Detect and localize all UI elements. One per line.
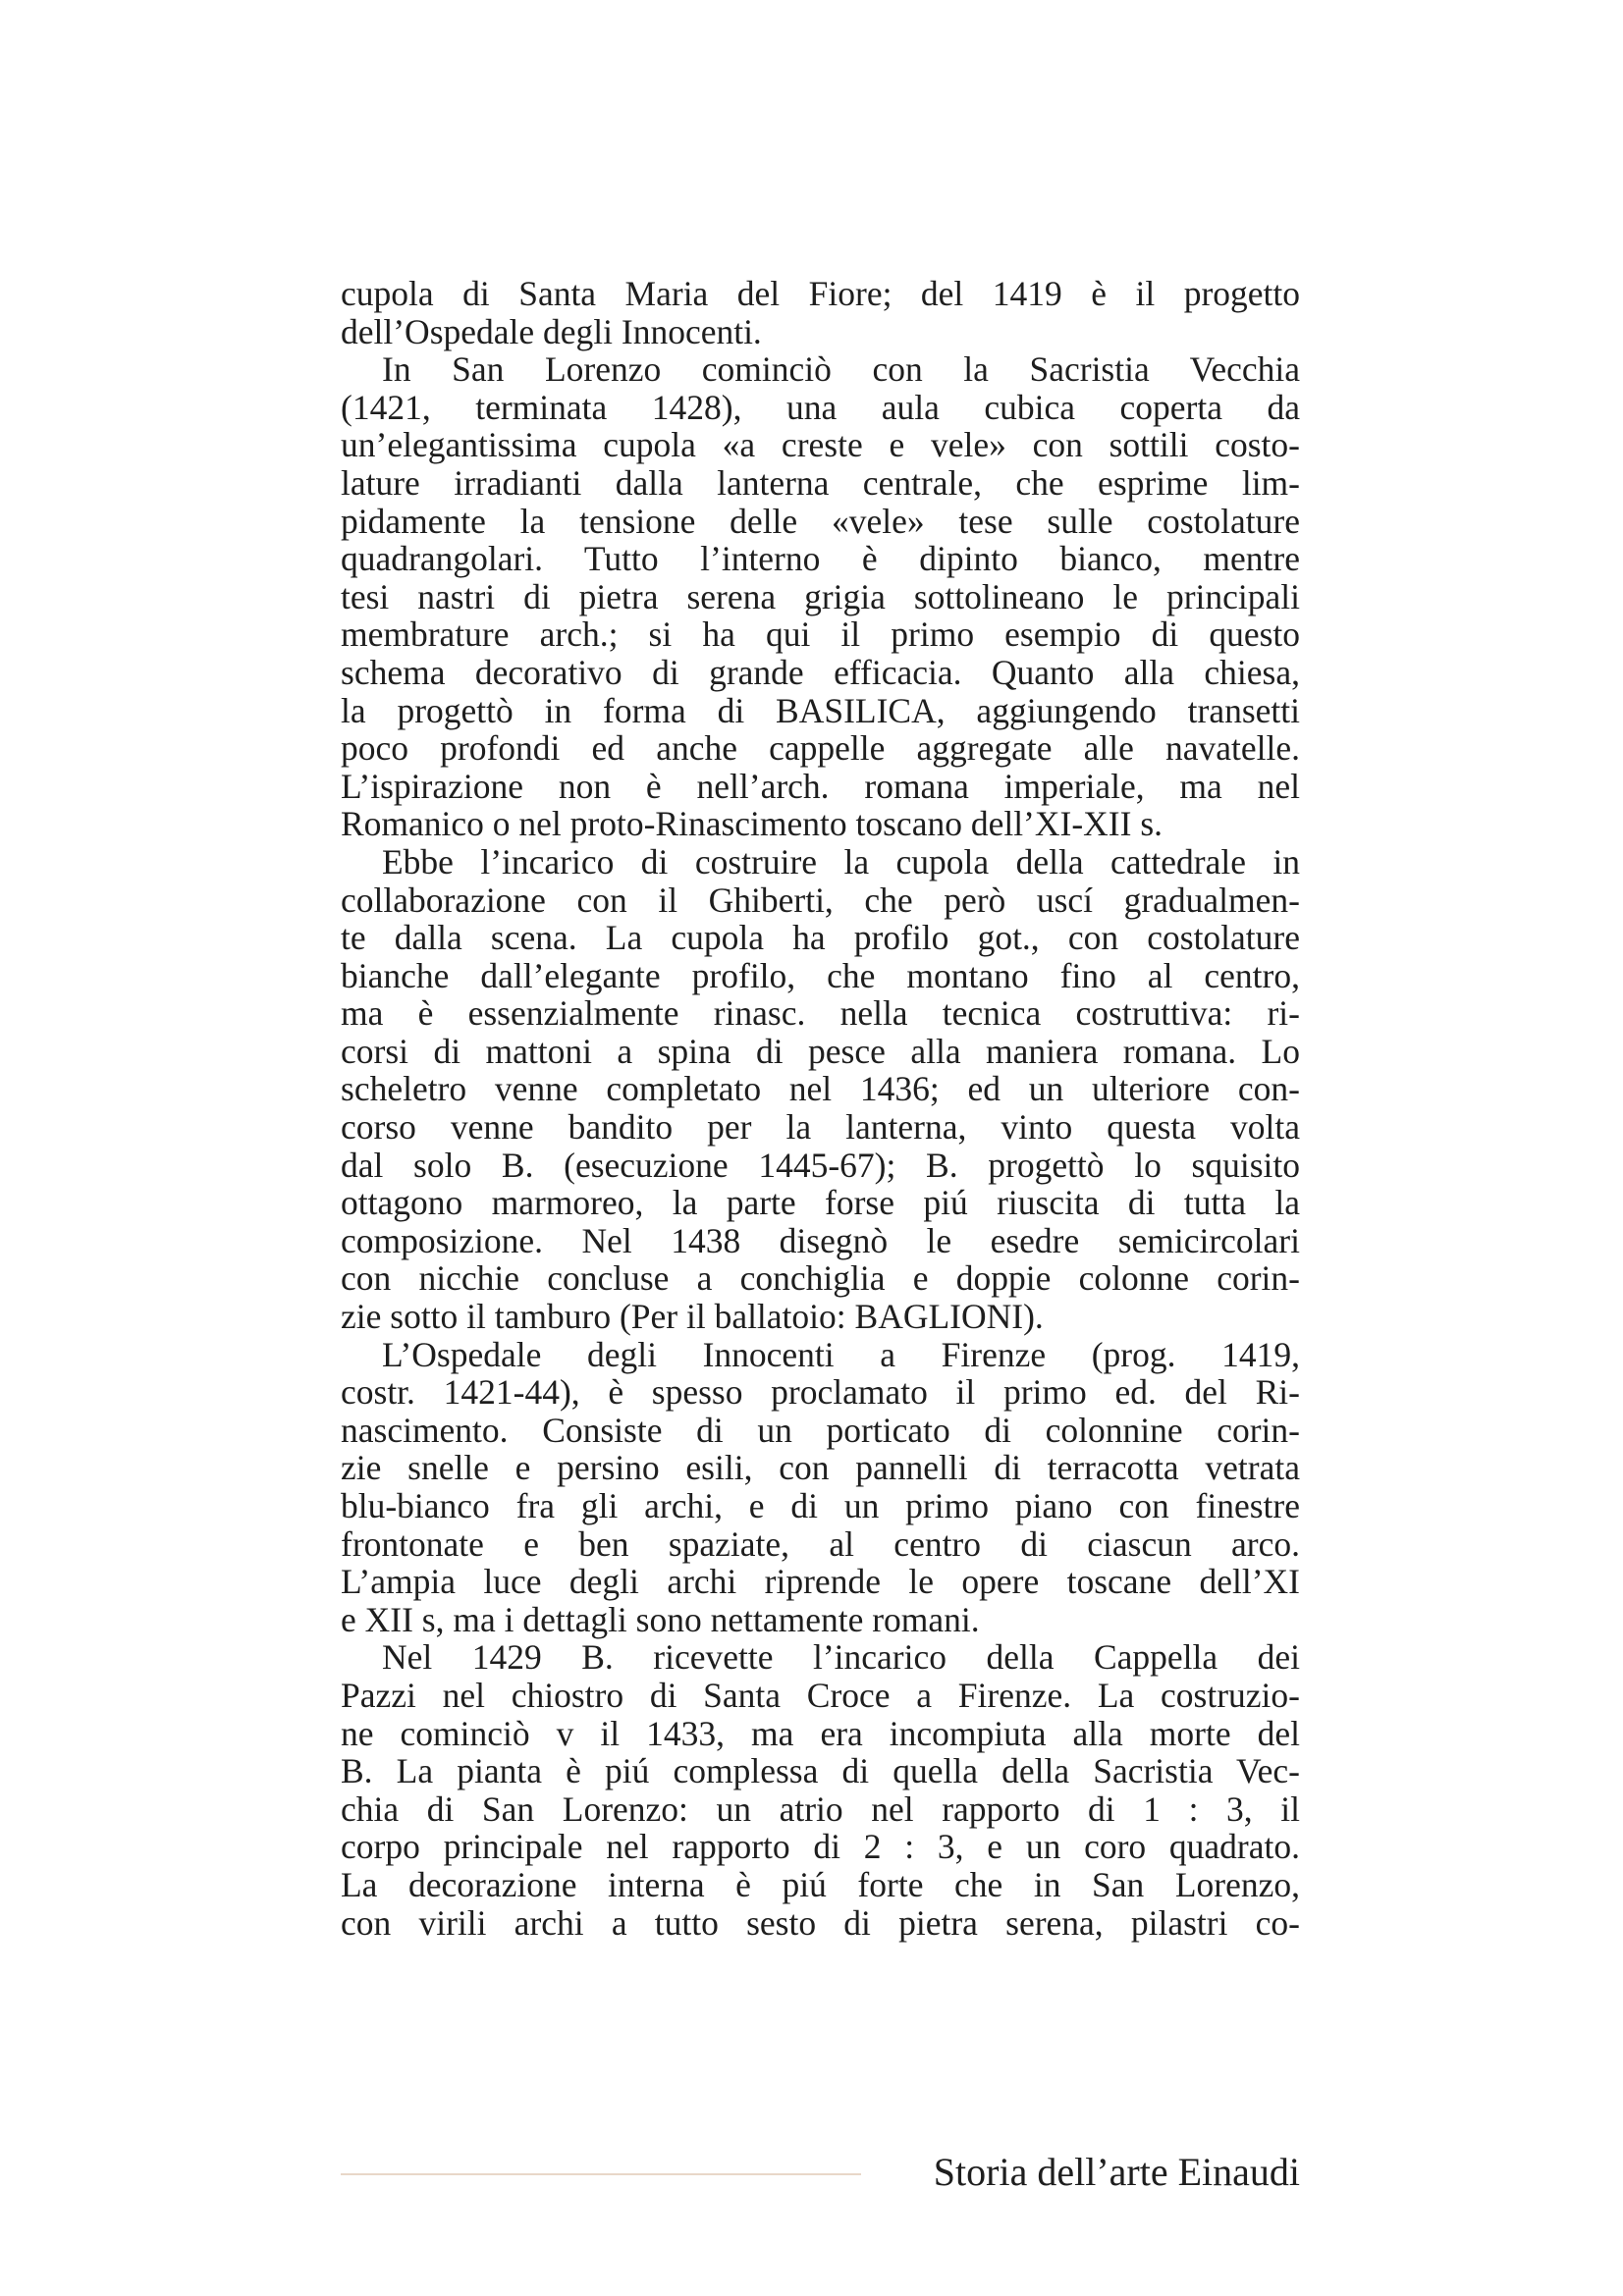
- text-line: (1421, terminata 1428), una aula cubica coperta da: [341, 387, 1300, 427]
- text-line: zie snelle e persino esili, con pannelli di terracotta vetrata: [341, 1448, 1300, 1488]
- text-line: e XII s, ma i dettagli sono nettamente romani.: [341, 1599, 980, 1639]
- text-line: corso venne bandito per la lanterna, vinto questa volta: [341, 1107, 1300, 1148]
- text-line: blu-bianco fra gli archi, e di un primo piano con finestre: [341, 1486, 1300, 1525]
- text-line: ma è essenzialmente rinasc. nella tecnica costruttiva: ri-: [341, 993, 1300, 1034]
- text-line: B. La pianta è piú complessa di quella della Sacristia Vec-: [341, 1751, 1300, 1791]
- text-line: membrature arch.; si ha qui il primo esempio di questo: [341, 614, 1300, 655]
- paragraph: [341, 843, 1300, 1336]
- text-line: con virili archi a tutto sesto di pietra serena, pilastri co-: [341, 1902, 1300, 1943]
- text-line: schema decorativo di grande efficacia. Quanto alla chiesa,: [341, 652, 1300, 692]
- text-line: un’elegantissima cupola «a creste e vele» con sottili costo-: [341, 425, 1300, 465]
- text-line: Pazzi nel chiostro di Santa Croce a Firenze. La costruzio-: [341, 1675, 1300, 1715]
- text-line: composizione. Nel 1438 disegnò le esedre semicircolari: [341, 1220, 1300, 1260]
- text-line: La decorazione interna è piú forte che in San Lorenzo,: [341, 1864, 1300, 1904]
- text-line: poco profondi ed anche cappelle aggregate alle navatelle.: [341, 728, 1300, 769]
- text-line: dal solo B. (esecuzione 1445-67); B. progettò lo squisito: [341, 1145, 1300, 1185]
- paragraph: [341, 1336, 1300, 1639]
- text-line: L’Ospedale degli Innocenti a Firenze (prog. 1419,: [382, 1334, 1300, 1374]
- text-line: ne cominciò v il 1433, ma era incompiuta alla morte del: [341, 1713, 1300, 1753]
- text-line: lature irradianti dalla lanterna centrale, che esprime lim-: [341, 462, 1300, 503]
- text-line: pidamente la tensione delle «vele» tese sulle costolature: [341, 501, 1300, 541]
- text-line: chia di San Lorenzo: un atrio nel rapporto di 1 : 3, il: [341, 1789, 1300, 1829]
- text-line: cupola di Santa Maria del Fiore; del 1419 è il progetto: [341, 274, 1300, 313]
- text-line: L’ampia luce degli archi riprende le opere toscane dell’XI: [341, 1562, 1300, 1602]
- text-line: corsi di mattoni a spina di pesce alla maniera romana. Lo: [341, 1031, 1300, 1071]
- text-line: la progettò in forma di BASILICA, aggiungendo transetti: [341, 690, 1300, 730]
- body-text: [341, 275, 1300, 1942]
- text-line: corpo principale nel rapporto di 2 : 3, e un coro quadrato.: [341, 1827, 1300, 1867]
- text-line: L’ispirazione non è nell’arch. romana imperiale, ma nel: [341, 766, 1300, 806]
- footer-title: Storia dell’arte Einaudi: [933, 2150, 1300, 2194]
- paragraph: [341, 1638, 1300, 1942]
- text-line: costr. 1421-44), è spesso proclamato il primo ed. del Ri-: [341, 1372, 1300, 1413]
- text-line: nascimento. Consiste di un porticato di colonnine corin-: [341, 1410, 1300, 1450]
- footer-rule: [341, 2173, 861, 2175]
- text-line: dell’Ospedale degli Innocenti.: [341, 311, 762, 351]
- text-line: frontonate e ben spaziate, al centro di ciascun arco.: [341, 1523, 1300, 1564]
- text-line: In San Lorenzo cominciò con la Sacristia Vecchia: [382, 349, 1300, 390]
- text-line: Ebbe l’incarico di costruire la cupola della cattedrale in: [382, 841, 1300, 881]
- text-line: Nel 1429 B. ricevette l’incarico della Cappella dei: [382, 1637, 1300, 1678]
- text-line: tesi nastri di pietra serena grigia sottolineano le principali: [341, 576, 1300, 616]
- text-line: te dalla scena. La cupola ha profilo got., con costolature: [341, 918, 1300, 958]
- text-line: collaborazione con il Ghiberti, che però uscí gradualmen-: [341, 880, 1300, 920]
- text-line: Romanico o nel proto-Rinascimento toscano dell’XI-XII s.: [341, 804, 1163, 844]
- text-line: zie sotto il tamburo (Per il ballatoio: BAGLIONI).: [341, 1297, 1044, 1337]
- text-line: bianche dall’elegante profilo, che montano fino al centro,: [341, 955, 1300, 995]
- text-line: scheletro venne completato nel 1436; ed un ulteriore con-: [341, 1069, 1300, 1109]
- paragraph: [341, 275, 1300, 350]
- paragraph: [341, 350, 1300, 843]
- text-line: quadrangolari. Tutto l’interno è dipinto bianco, mentre: [341, 539, 1300, 579]
- page-footer: [341, 2148, 1300, 2197]
- text-line: ottagono marmoreo, la parte forse piú riuscita di tutta la: [341, 1183, 1300, 1223]
- text-line: con nicchie concluse a conchiglia e doppie colonne corin-: [341, 1258, 1300, 1299]
